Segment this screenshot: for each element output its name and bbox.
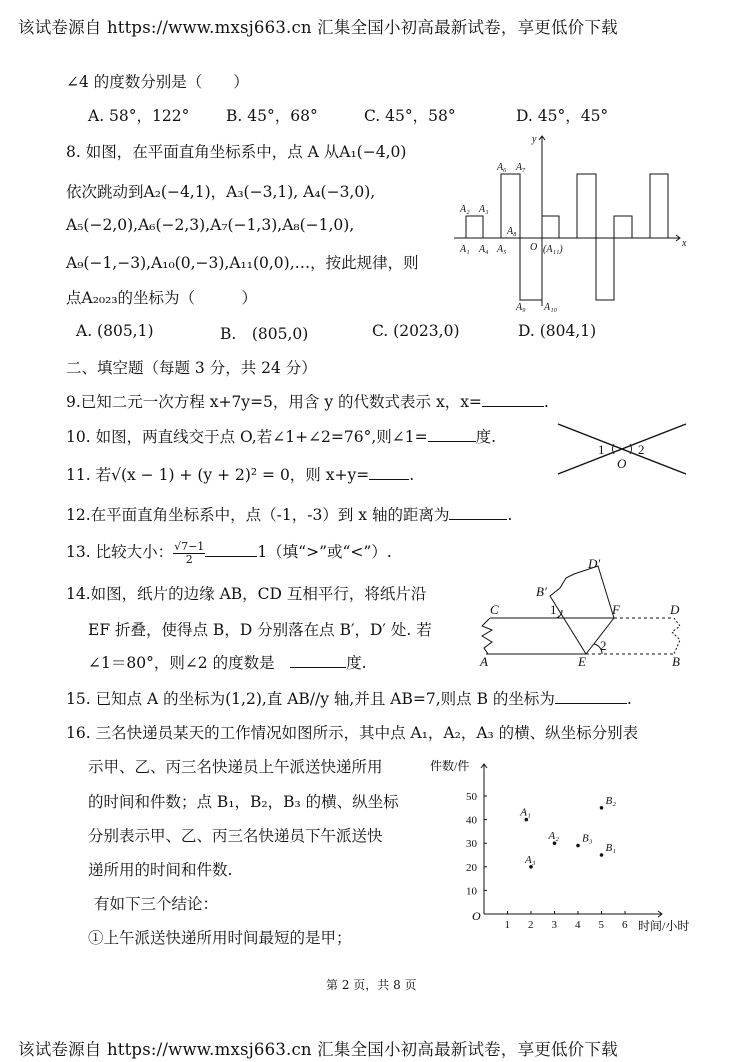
- page-number: 第 2 页，共 8 页: [326, 978, 417, 992]
- q8-label-a3: A₃: [479, 204, 489, 215]
- q11-answer-blank[interactable]: [369, 464, 409, 480]
- q10-text-a: 10. 如图，两直线交于点 O,若∠1+∠2=76°,则∠1=: [66, 428, 428, 446]
- q16-scatter-chart: [424, 754, 694, 934]
- q13-text: [66, 540, 392, 566]
- q8-option-b: B. (805,0): [220, 325, 309, 343]
- q16-y-tick-label: 50: [466, 791, 477, 803]
- q7-option-d: D. 45°，45°: [516, 107, 609, 125]
- q13-fraction: [173, 541, 205, 566]
- q16-x-tick-label: 3: [551, 919, 557, 931]
- q16-line-5: 递所用的时间和件数.: [88, 861, 233, 879]
- q8-label-a6: A₆: [497, 162, 507, 173]
- q14-line-1: 14.如图，纸片的边缘 AB，CD 互相平行，将纸片沿: [66, 585, 427, 603]
- source-banner-top: 该试卷源自 https://www.mxsj663.cn 汇集全国小初高最新试卷，享更低价下载: [18, 18, 618, 37]
- q10-intersecting-lines-figure: [556, 418, 692, 480]
- q16-y-tick-label: 40: [466, 814, 477, 827]
- q16-origin-label: O: [472, 909, 481, 923]
- q8-label-y: y: [532, 134, 537, 145]
- q8-label-x: x: [682, 238, 687, 249]
- q8-line-3: A₅(−2,0),A₆(−2,3),A₇(−1,3),A₈(−1,0),: [66, 216, 355, 234]
- q8-option-a: A. (805,1): [76, 322, 154, 340]
- q8-label-a9: A₉: [516, 302, 526, 313]
- q16-line-3: 的时间和件数；点 B₁，B₂，B₃ 的横、纵坐标: [88, 793, 399, 811]
- q12-text: [66, 503, 512, 525]
- q14-line-3b: 度.: [346, 654, 367, 672]
- q10-text-b: 度.: [475, 428, 497, 446]
- q14-folded-paper-figure: [478, 556, 692, 672]
- q16-point-b2: [600, 806, 604, 810]
- q16-line-1: 16. 三名快递员某天的工作情况如图所示，其中点 A₁，A₂，A₃ 的横、纵坐标分别表: [66, 724, 639, 742]
- q7-stem-tail: ∠4 的度数分别是（ ）: [66, 73, 249, 91]
- q8-coordinate-figure: [452, 130, 692, 314]
- q14-label-1: 1: [550, 602, 557, 617]
- q8-label-origin: O: [530, 242, 538, 253]
- q7-option-a: A. 58°，122°: [88, 107, 190, 125]
- q14-label-f: F: [612, 602, 620, 617]
- q12-text-a: 12.在平面直角坐标系中，点（-1，-3）到 x 轴的距离为: [66, 506, 450, 524]
- q14-answer-blank[interactable]: [290, 652, 346, 668]
- q12-answer-blank[interactable]: [449, 504, 507, 520]
- q13-answer-blank[interactable]: [205, 541, 257, 557]
- q16-point-label-b2: B₂: [605, 794, 617, 807]
- q14-label-2: 2: [600, 638, 607, 653]
- q7-option-b: B. 45°，68°: [226, 107, 318, 125]
- q10-answer-blank[interactable]: [428, 426, 476, 442]
- q10-label-2: 2: [638, 442, 645, 457]
- q15-text-a: 15. 已知点 A 的坐标为(1,2),直 AB//y 轴,并且 AB=7,则点 B 的坐标为: [66, 690, 555, 708]
- source-banner-bottom: 该试卷源自 https://www.mxsj663.cn 汇集全国小初高最新试卷，享更低价下载: [18, 1040, 618, 1059]
- q15-text-b: .: [626, 690, 632, 708]
- q9-text-a: 9.已知二元一次方程 x+7y=5，用含 y 的代数式表示 x，x=: [66, 393, 482, 411]
- q16-x-label: 时间/小时: [638, 919, 690, 933]
- q8-label-a2: A₂: [460, 204, 470, 215]
- q14-label-d: D: [670, 602, 680, 617]
- q16-x-tick-label: 5: [598, 919, 604, 931]
- q13-fraction-numerator: √7−1: [174, 539, 205, 553]
- q11-text-a: 11. 若√(x − 1) + (y + 2)² = 0，则 x+y=: [66, 466, 370, 484]
- q8-label-a8: A₈: [507, 226, 517, 237]
- q16-x-tick-label: 2: [528, 919, 534, 931]
- q10-label-1: 1: [598, 442, 605, 457]
- q16-point-label-a2: A₂: [548, 830, 560, 843]
- q8-label-a5: A₅: [497, 244, 507, 255]
- q16-line-4: 分别表示甲、乙、丙三名快递员下午派送快: [88, 827, 383, 845]
- q8-label-a10: A₁₀: [544, 302, 558, 313]
- q16-point-label-a3: A₃: [525, 853, 536, 866]
- q14-line-3: [88, 651, 367, 673]
- q8-label-a4: A₄: [479, 244, 489, 255]
- q9-answer-blank[interactable]: [482, 391, 544, 407]
- q14-label-c: C: [490, 602, 499, 617]
- q13-text-b: 1（填“>”或“<”）.: [257, 543, 392, 561]
- q16-x-tick-label: 6: [622, 919, 628, 931]
- q16-y-tick-label: 20: [466, 861, 477, 874]
- q12-text-b: .: [507, 506, 513, 524]
- q8-line-2: 依次跳动到A₂(−4,1)，A₃(−3,1), A₄(−3,0),: [66, 183, 376, 201]
- q8-line-4: A₉(−1,−3),A₁₀(0,−3),A₁₁(0,0),…，按此规律，则: [66, 254, 419, 272]
- q10-label-o: O: [617, 456, 627, 471]
- q14-line-3a: ∠1＝80°，则∠2 的度数是: [88, 654, 275, 672]
- q16-line-2: 示甲、乙、丙三名快递员上午派送快递所用: [88, 758, 383, 776]
- q13-fraction-denominator: 2: [185, 552, 193, 566]
- q8-label-a1: A₁: [460, 244, 470, 255]
- q14-label-b: B: [672, 654, 680, 669]
- q8-option-d: D. (804,1): [518, 322, 597, 340]
- q14-label-a: A: [480, 654, 488, 669]
- q16-x-tick-label: 1: [504, 919, 510, 931]
- q11-text: [66, 463, 414, 485]
- q15-answer-blank[interactable]: [555, 688, 627, 704]
- q16-y-label: 件数/件: [430, 759, 470, 773]
- q7-option-c: C. 45°，58°: [364, 107, 456, 125]
- q14-label-b-prime: B′: [536, 584, 547, 599]
- q16-line-7: ①上午派送快递所用时间最短的是甲；: [88, 929, 352, 947]
- q16-y-tick-label: 30: [466, 838, 477, 851]
- q10-text: [66, 425, 496, 447]
- q11-text-b: .: [409, 466, 415, 484]
- q16-point-label-b3: B₃: [582, 832, 593, 845]
- q16-point-b3: [576, 844, 580, 848]
- q8-label-a11: (A₁₁): [543, 244, 563, 255]
- q15-text: [66, 687, 632, 709]
- q9-text-b: .: [543, 393, 549, 411]
- q8-option-c: C. (2023,0): [372, 322, 460, 340]
- q16-point-label-b1: B₁: [605, 842, 617, 854]
- q16-point-label-a1: A₁: [520, 806, 531, 819]
- q13-text-a: 13. 比较大小：: [66, 543, 174, 561]
- q14-line-2: EF 折叠，使得点 B，D 分别落在点 B′，D′ 处. 若: [88, 621, 432, 639]
- q14-label-e: E: [578, 654, 586, 669]
- q9-text: [66, 390, 549, 412]
- section-2-heading: 二、填空题（每题 3 分，共 24 分）: [66, 359, 317, 377]
- q16-y-tick-label: 10: [466, 885, 477, 898]
- q8-jump-path: [466, 174, 668, 300]
- q14-torn-right-edge: [672, 618, 680, 654]
- q8-line-1: 8. 如图，在平面直角坐标系中，点 A 从A₁(−4,0): [66, 143, 407, 161]
- q16-point-b1: [600, 853, 604, 857]
- q8-label-a7: A₇: [516, 162, 526, 173]
- q16-x-tick-label: 4: [575, 919, 581, 931]
- q14-label-d-prime: D′: [588, 556, 601, 571]
- q14-torn-left-edge: [482, 618, 492, 654]
- q16-line-6: 有如下三个结论：: [94, 895, 219, 913]
- q8-line-5: 点A₂₀₂₃的坐标为（ ）: [66, 289, 258, 307]
